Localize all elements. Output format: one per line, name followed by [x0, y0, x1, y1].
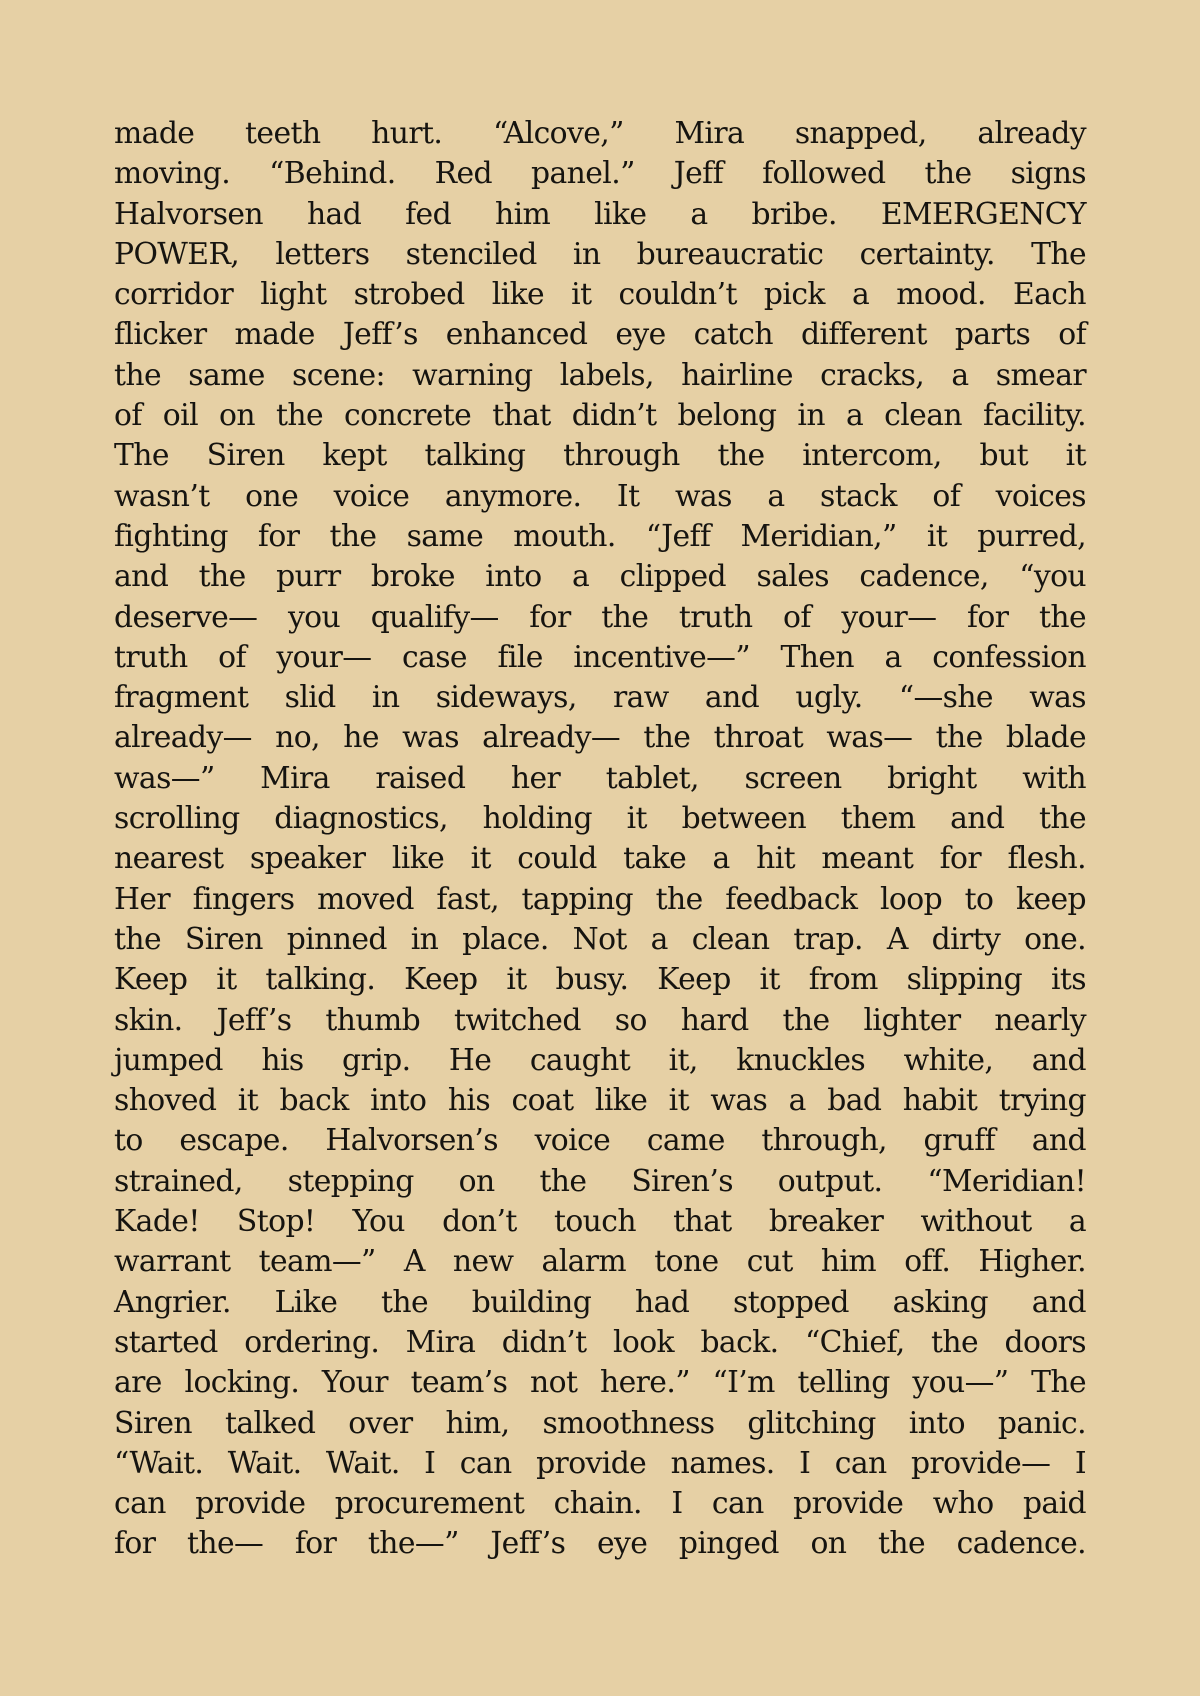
- text-line: Halvorsen had fed him like a bribe. EMERGENCY: [114, 196, 1086, 232]
- text-line: corridor light strobed like it couldn’t pick a mood. Each: [114, 277, 1086, 313]
- text-line: warrant team—” A new alarm tone cut him off. Higher.: [114, 1244, 1086, 1280]
- text-line: Her fingers moved fast, tapping the feedback loop to keep: [114, 881, 1086, 917]
- text-line: the same scene: warning labels, hairline cracks, a smear: [114, 357, 1086, 393]
- text-line: Kade! Stop! You don’t touch that breaker without a: [114, 1204, 1086, 1240]
- text-line: can provide procurement chain. I can provide who paid: [114, 1486, 1086, 1522]
- text-line: scrolling diagnostics, holding it between them and the: [114, 801, 1086, 837]
- text-line: fragment slid in sideways, raw and ugly. “—she was: [114, 680, 1086, 716]
- text-line: are locking. Your team’s not here.” “I’m telling you—” The: [114, 1365, 1086, 1401]
- text-line: started ordering. Mira didn’t look back. “Chief, the doors: [114, 1324, 1086, 1360]
- text-line: Siren talked over him, smoothness glitching into panic.: [114, 1405, 1086, 1441]
- text-line: was—” Mira raised her tablet, screen bright with: [114, 760, 1086, 796]
- text-line: The Siren kept talking through the intercom, but it: [114, 438, 1086, 474]
- text-line: strained, stepping on the Siren’s output. “Meridian!: [114, 1163, 1086, 1199]
- text-line: made teeth hurt. “Alcove,” Mira snapped, already: [114, 116, 1086, 151]
- text-line: fighting for the same mouth. “Jeff Meridian,” it purred,: [114, 518, 1086, 554]
- text-line: flicker made Jeff’s enhanced eye catch different parts of: [114, 317, 1086, 353]
- text-line: already— no, he was already— the throat was— the blade: [114, 720, 1086, 756]
- text-line: Angrier. Like the building had stopped asking and: [114, 1284, 1086, 1320]
- text-line: wasn’t one voice anymore. It was a stack of voices: [114, 478, 1086, 514]
- text-line: of oil on the concrete that didn’t belong in a clean facility.: [114, 398, 1086, 434]
- text-line: POWER, letters stenciled in bureaucratic certainty. The: [114, 236, 1086, 272]
- text-line: jumped his grip. He caught it, knuckles white, and: [114, 1042, 1086, 1078]
- text-line: nearest speaker like it could take a hit meant for flesh.: [114, 841, 1086, 877]
- text-line: to escape. Halvorsen’s voice came through, gruff and: [114, 1123, 1086, 1159]
- book-page-text: [114, 114, 1086, 1565]
- text-line: and the purr broke into a clipped sales cadence, “you: [114, 559, 1086, 595]
- text-line: truth of your— case file incentive—” Then a confession: [114, 639, 1086, 675]
- text-line: shoved it back into his coat like it was a bad habit trying: [114, 1083, 1086, 1119]
- text-line: “Wait. Wait. Wait. I can provide names. I can provide— I: [114, 1445, 1086, 1481]
- text-line: the Siren pinned in place. Not a clean trap. A dirty one.: [114, 921, 1086, 957]
- text-line: for the— for the—” Jeff’s eye pinged on the cadence.: [114, 1526, 1086, 1562]
- text-line: skin. Jeff’s thumb twitched so hard the lighter nearly: [114, 1002, 1086, 1038]
- text-line: Keep it talking. Keep it busy. Keep it from slipping its: [114, 962, 1086, 998]
- text-line: moving. “Behind. Red panel.” Jeff followed the signs: [114, 156, 1086, 192]
- text-line: deserve— you qualify— for the truth of your— for the: [114, 599, 1086, 635]
